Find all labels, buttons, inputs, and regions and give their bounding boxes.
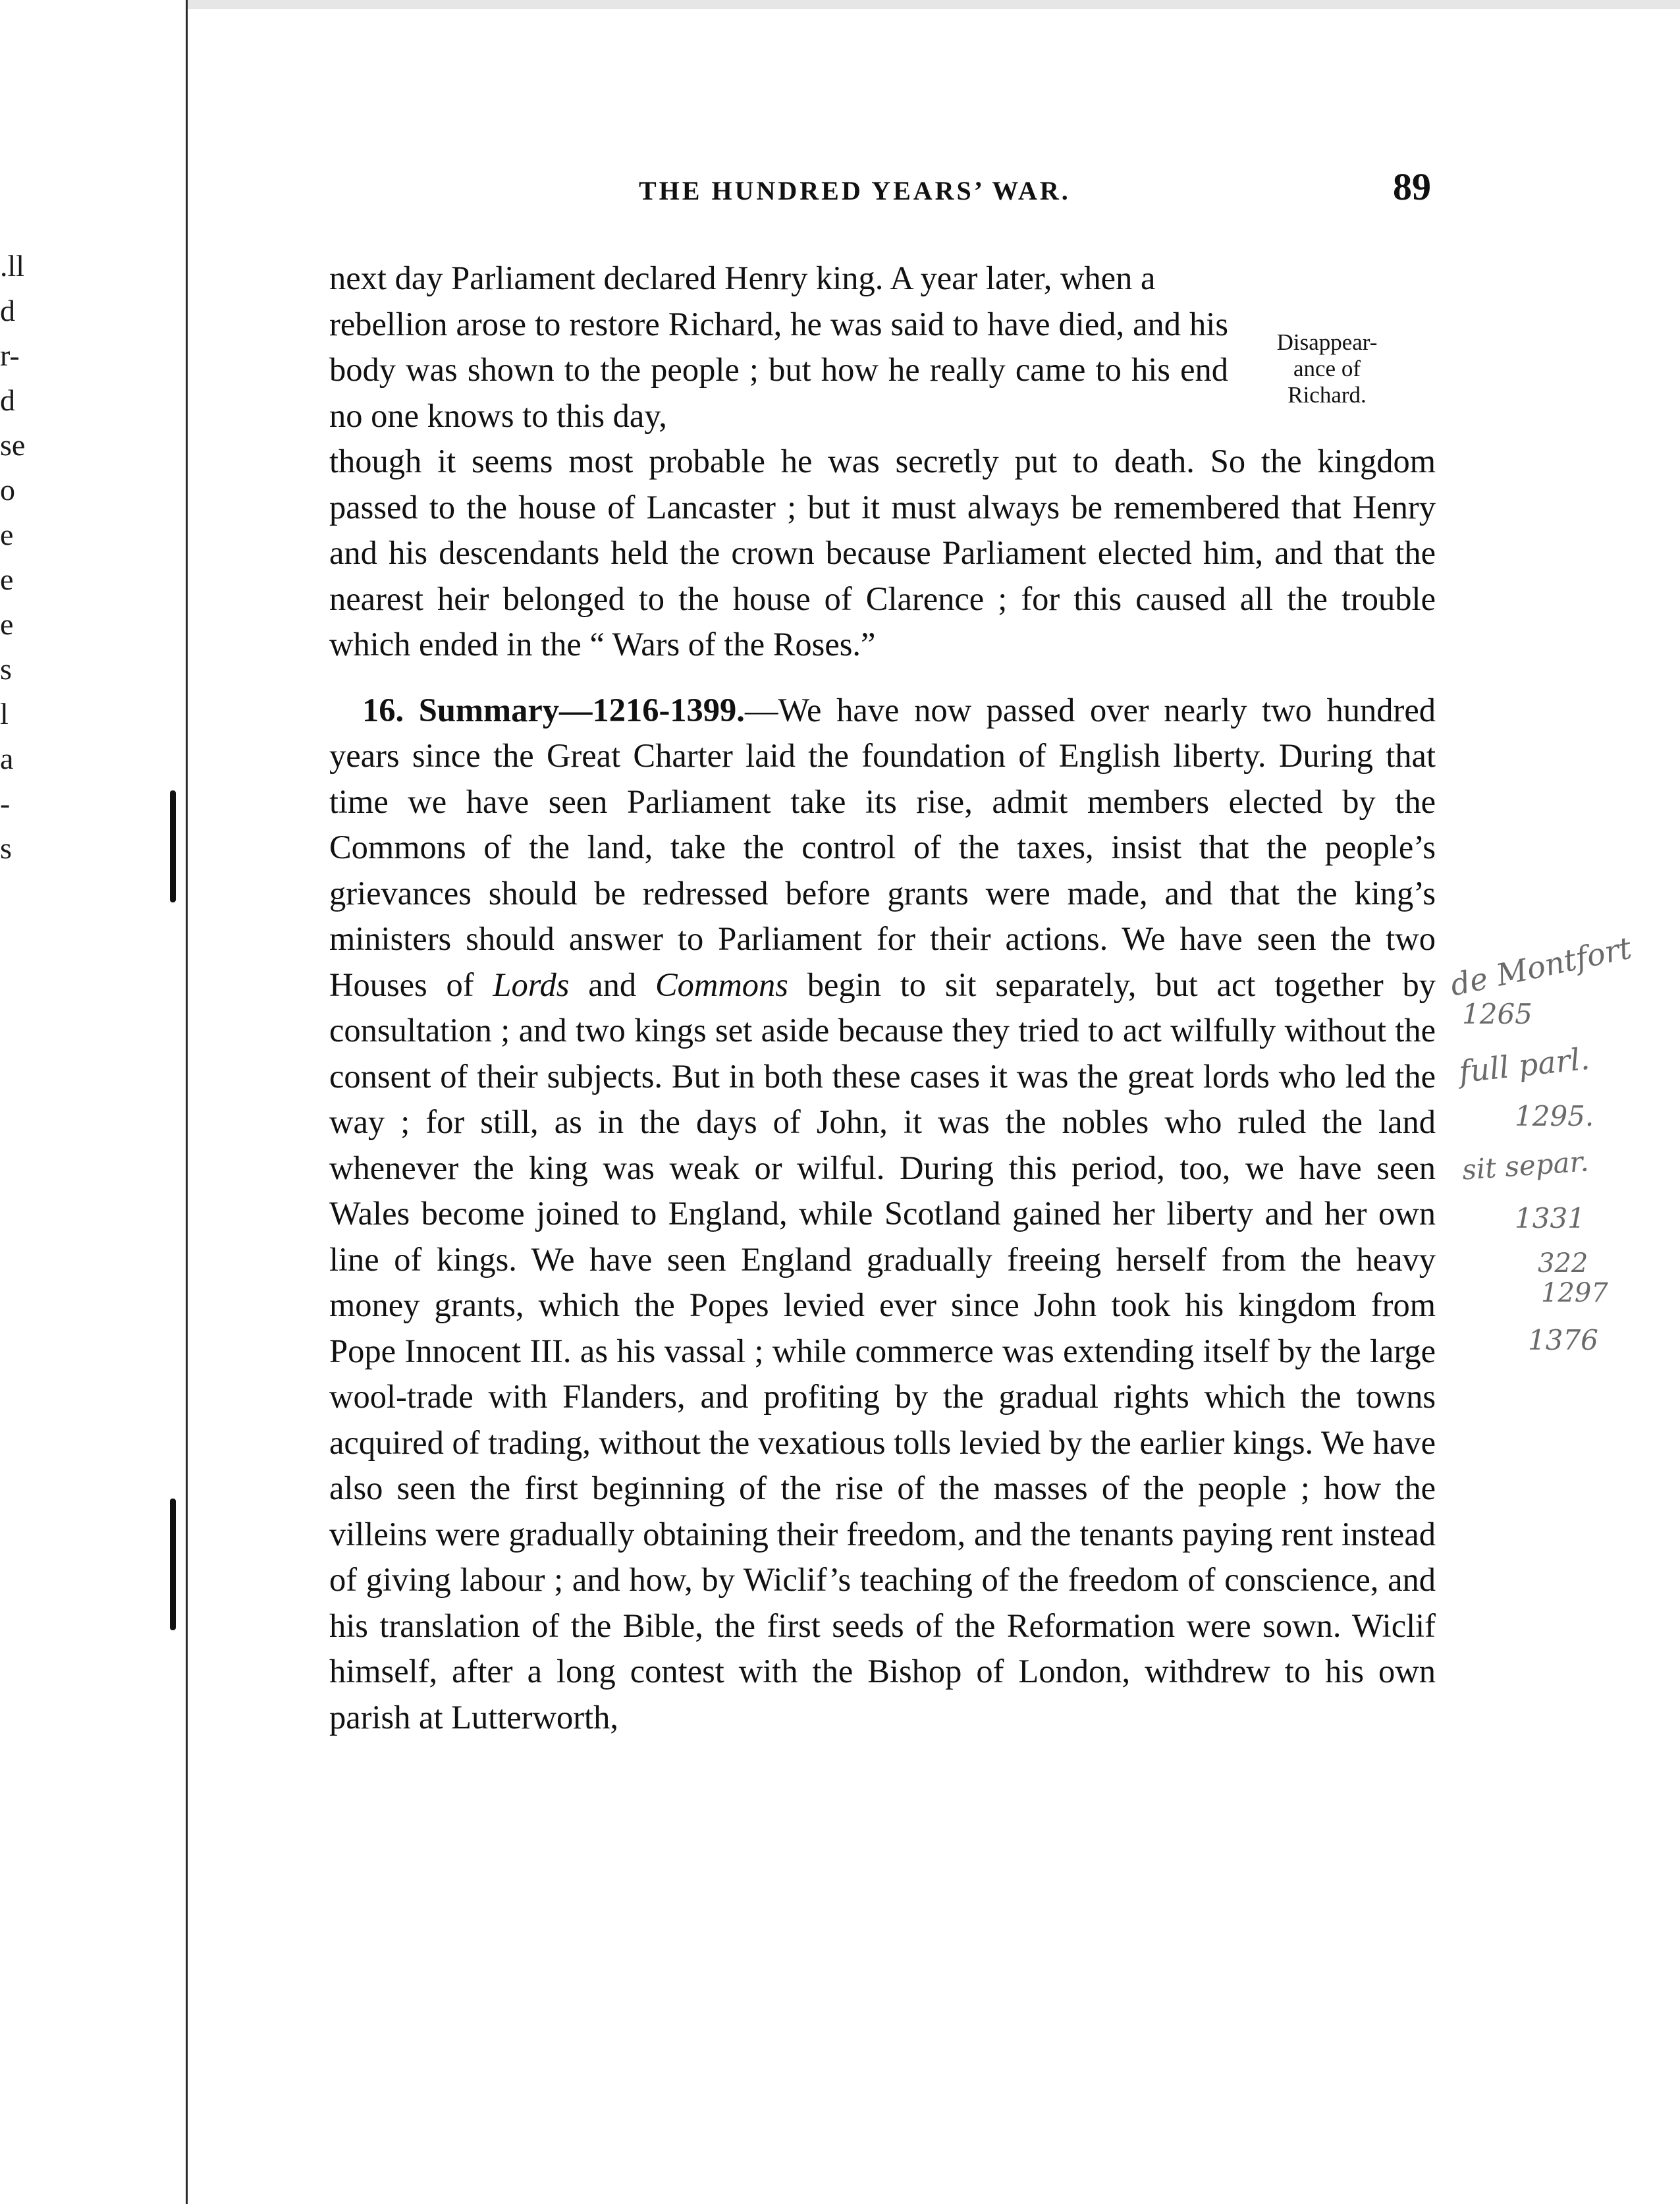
section-text: begin to sit separately, but act together by consultation ; and two kings set aside because they tried to act wilfully without the consent of their subjects. But in both these cases it was the great lords who led the way ; for still, as in the days of John, it was the nobles who ruled the land whenever the king was weak or wilful. During this period, too, we have seen Wales become joined to England, while Scotland gained her liberty and her own line of kings. We have seen England gradually freeing herself from the heavy money grants, which the Popes levied ever since John took his kingdom from Pope Innocent III. as his vassal ; while commerce was extending itself by the large wool-trade with Flanders, and profiting by the gradual rights which the towns acquired of trading, without the vexatious tolls levied by the earlier kings. We have also seen the first beginning of the rise of the masses of the people ; how the villeins were gradually obtaining their freedom, and the tenants paying rent instead of giving labour ; and how, by Wiclif’s teaching of the freedom of conscience, and his translation of the Bible, the first seeds of the Reformation were sown. Wiclif himself, after a long contest with the Bishop of London, withdrew to his own parish at Lutterworth,: [329, 966, 1436, 1736]
fragment: o: [0, 473, 15, 507]
fragment: l: [0, 697, 9, 730]
margin-ink-mark: [170, 790, 176, 902]
fragment: s: [0, 652, 12, 686]
handwritten-annotations: [1447, 929, 1666, 1475]
handwritten-note: sit separ.: [1461, 1145, 1590, 1186]
fragment: e: [0, 607, 14, 641]
section-heading: Summary—1216-1399.: [418, 691, 745, 729]
page-number: 89: [1393, 165, 1431, 208]
section-text: and: [569, 966, 655, 1003]
handwritten-note: 322: [1538, 1248, 1588, 1279]
facing-page-edge: [0, 0, 188, 2204]
fragment: r-: [0, 339, 20, 372]
fragment: s: [0, 831, 12, 865]
handwritten-note: 1295.: [1515, 1100, 1594, 1132]
section-number: 16.: [362, 691, 404, 729]
margin-note: [1238, 329, 1416, 408]
fragment: .ll: [0, 249, 25, 283]
body-text: [329, 256, 1436, 1740]
fragment: -: [0, 786, 11, 820]
fragment: e: [0, 518, 14, 551]
handwritten-note: 1297: [1541, 1278, 1608, 1308]
running-head: [329, 165, 1431, 209]
paragraph-text: though it seems most probable he was secretly put to death. So the kingdom passed to the house of Lancaster ; but it must always be remembered that Henry and his descendants held the crown because Parliament elected him, and that the nearest heir belonged to the house of Clarence ; for this caused all the trouble which ended in the “ Wars of the Roses.”: [329, 443, 1436, 663]
handwritten-note: de Montfort: [1447, 929, 1635, 1003]
fragment: a: [0, 742, 14, 775]
margin-note-line: Disappear-: [1276, 329, 1378, 355]
margin-ink-mark: [170, 1499, 176, 1630]
paragraph-line: next day Parliament declared Henry king. A year later, when a: [329, 260, 1156, 296]
fragment: d: [0, 294, 15, 327]
handwritten-note: 1331: [1515, 1202, 1585, 1234]
handwritten-note: 1376: [1528, 1324, 1598, 1356]
term-lords: Lords: [493, 966, 570, 1003]
paragraph-narrow-text: rebellion arose to restore Richard, he was said to have died, and his body was shown to the people ; but how he really came to his end no one knows to this day,: [329, 305, 1228, 434]
paragraph-richard: [329, 256, 1436, 668]
term-commons: Commons: [655, 966, 788, 1003]
running-title: THE HUNDRED YEARS’ WAR.: [639, 176, 1071, 206]
page-top-shadow: [186, 0, 1680, 9]
fragment: d: [0, 383, 15, 417]
fragment: e: [0, 563, 14, 596]
handwritten-note: full parl.: [1457, 1040, 1592, 1090]
handwritten-note: 1265: [1462, 998, 1532, 1030]
section-summary: [329, 688, 1436, 1741]
section-text: —We have now passed over nearly two hundred years since the Great Charter laid the foundation of English liberty. During that time we have seen Parliament take its rise, admit members elected by the Commons of the land, take the control of the taxes, insist that the people’s grievances should be redressed before grants were made, and that the king’s ministers should answer to Parliament for their actions. We have seen the two Houses of: [329, 691, 1436, 1003]
facing-page-fragments: [0, 244, 26, 871]
margin-note-line: Richard.: [1287, 382, 1367, 408]
fragment: se: [0, 428, 26, 462]
margin-note-line: ance of: [1293, 356, 1361, 381]
